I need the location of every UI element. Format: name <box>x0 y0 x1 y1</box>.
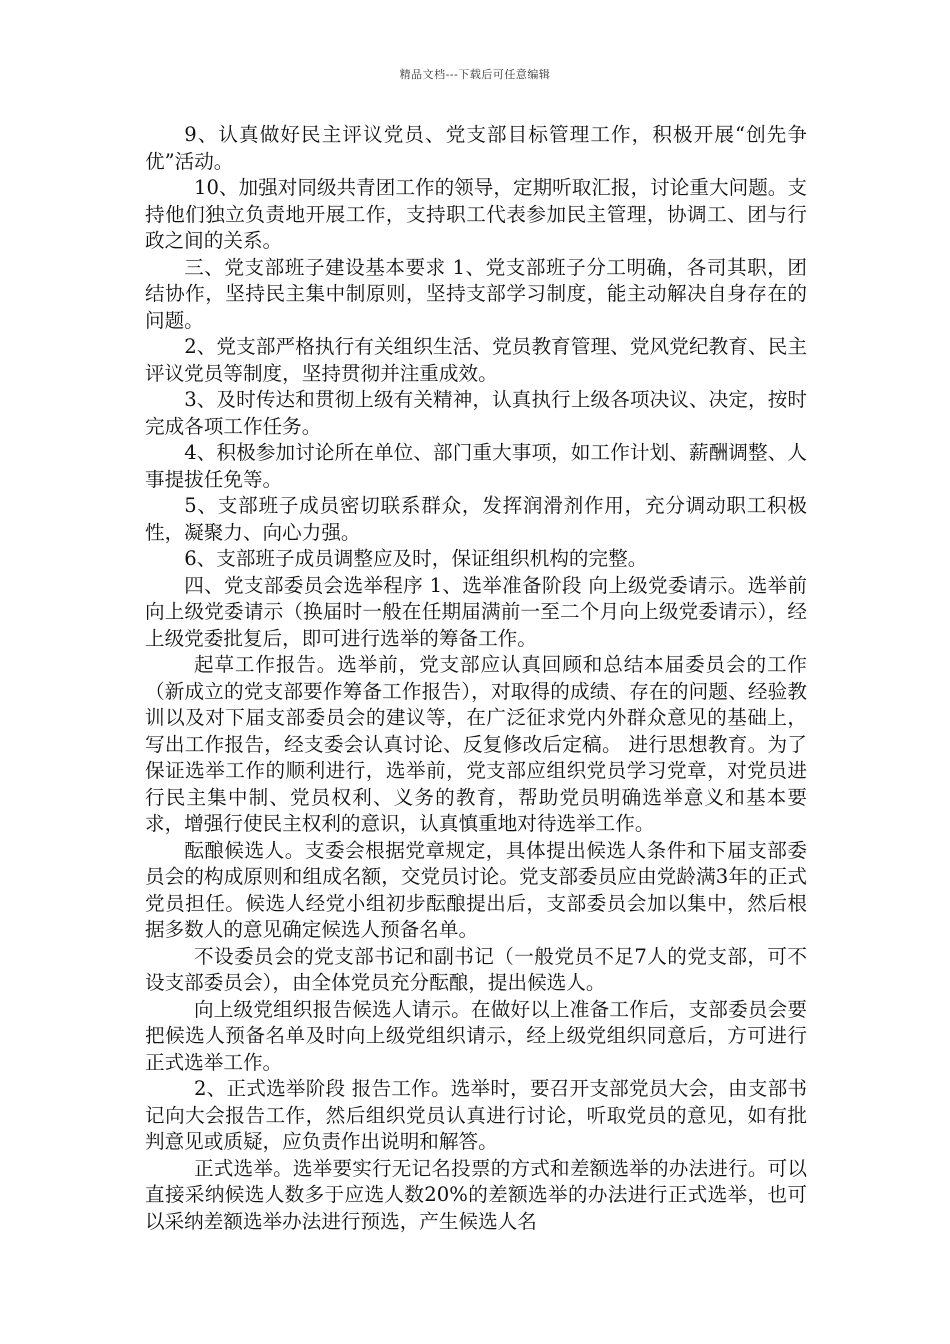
paragraph-section-4-election-procedure: 四、党支部委员会选举程序 1、选举准备阶段 向上级党委请示。选举前向上级党委请示（换届时一般在任期届满前一至二个月向上级党委请示），经上级党委批复后，即可进行选举的筹备工作。 <box>145 573 807 650</box>
paragraph-candidates: 酝酿候选人。支委会根据党章规定，具体提出候选人条件和下届支部委员会的构成原则和组成名额，交党员讨论。党支部委员应由党龄满3年的正式党员担任。候选人经党小组初步酝酿提出后，支部委员会加以集中，然后根据多数人的意见确定候选人预备名单。 <box>145 838 807 941</box>
paragraph-requirement-2: 2、党支部严格执行有关组织生活、党员教育管理、党风党纪教育、民主评议党员等制度，坚持贯彻并注重成效。 <box>145 335 807 385</box>
paragraph-item-9: 9、认真做好民主评议党员、党支部目标管理工作，积极开展“创先争优”活动。 <box>145 123 807 173</box>
paragraph-no-committee: 不设委员会的党支部书记和副书记（一般党员不足7人的党支部，可不设支部委员会），由全体党员充分酝酿，提出候选人。 <box>145 944 807 994</box>
paragraph-draft-report: 起草工作报告。选举前，党支部应认真回顾和总结本届委员会的工作（新成立的党支部要作筹备工作报告），对取得的成绩、存在的问题、经验教训以及对下届支部委员会的建议等，在广泛征求党内外群众意见的基础上，写出工作报告，经支委会认真讨论、反复修改后定稿。 进行思想教育。为了保证选举工作的顺利进行，选举前，党支部应组织党员学习党章，对党员进行民主集中制、党员权利、义务的教育，帮助党员明确选举意义和基本要求，增强行使民主权利的意识，认真慎重地对待选举工作。 <box>145 653 807 835</box>
page-header-watermark: 精品文档---下载后可任意编辑 <box>399 68 551 81</box>
paragraph-requirement-5: 5、支部班子成员密切联系群众，发挥润滑剂作用，充分调动职工积极性，凝聚力、向心力强。 <box>145 494 807 544</box>
paragraph-requirement-4: 4、积极参加讨论所在单位、部门重大事项，如工作计划、薪酬调整、人事提拔任免等。 <box>145 441 807 491</box>
paragraph-requirement-6: 6、支部班子成员调整应及时，保证组织机构的完整。 <box>184 547 648 570</box>
document-body <box>145 122 807 1235</box>
paragraph-report-candidates: 向上级党组织报告候选人请示。在做好以上准备工作后，支部委员会要把候选人预备名单及时向上级党组织请示，经上级党组织同意后，方可进行正式选举工作。 <box>145 997 807 1074</box>
paragraph-formal-election: 正式选举。选举要实行无记名投票的方式和差额选举的办法进行。可以直接采纳候选人数多于应选人数20%的差额选举的办法进行正式选举，也可以采纳差额选举办法进行预选，产生候选人名 <box>145 1156 807 1233</box>
paragraph-requirement-3: 3、及时传达和贯彻上级有关精神，认真执行上级各项决议、决定，按时完成各项工作任务。 <box>145 388 807 438</box>
paragraph-item-10: 10、加强对同级共青团工作的领导，定期听取汇报，讨论重大问题。支持他们独立负责地开展工作，支持职工代表参加民主管理，协调工、团与行政之间的关系。 <box>145 176 807 252</box>
paragraph-section-3-basic-requirements: 三、党支部班子建设基本要求 1、党支部班子分工明确，各司其职，团结协作，坚持民主集中制原则，坚持支部学习制度，能主动解决自身存在的问题。 <box>145 255 807 332</box>
paragraph-formal-election-stage: 2、正式选举阶段 报告工作。选举时，要召开支部党员大会，由支部书记向大会报告工作，然后组织党员认真进行讨论，听取党员的意见，如有批判意见或质疑，应负责作出说明和解答。 <box>145 1077 807 1153</box>
